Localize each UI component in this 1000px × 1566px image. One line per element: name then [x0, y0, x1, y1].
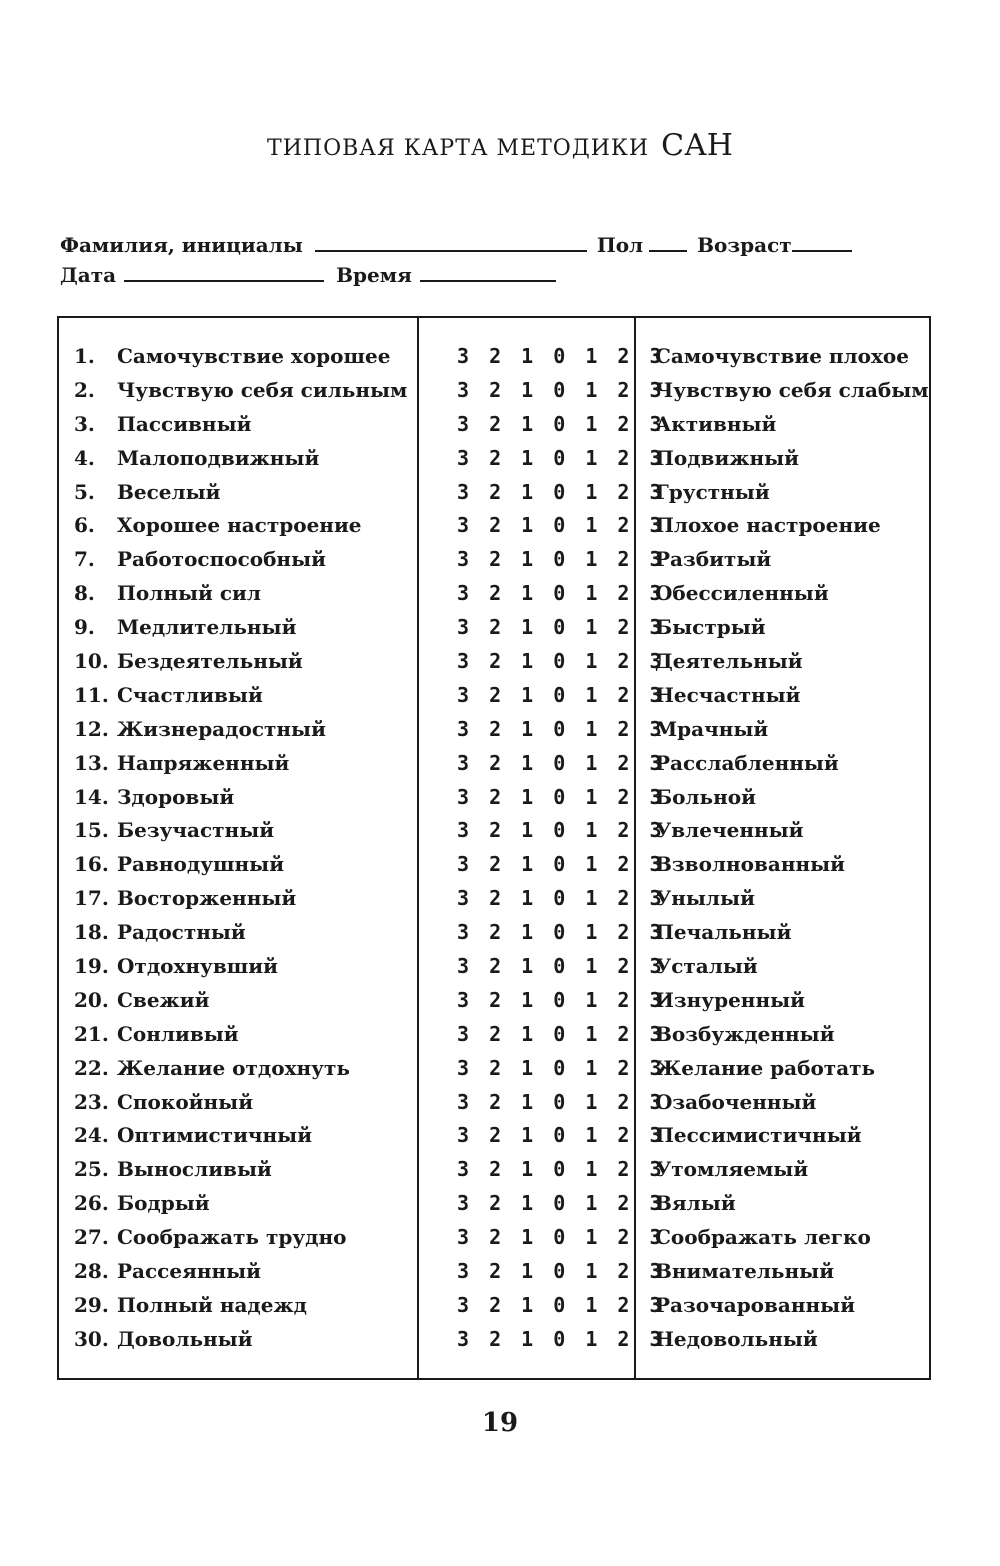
row-number: 2.	[74, 377, 95, 402]
form-fields-row-2	[60, 262, 562, 287]
row-number: 11.	[74, 682, 109, 707]
table-row	[59, 1153, 929, 1187]
rating-scale[interactable]: 3 2 1 0 1 2 3	[457, 1326, 666, 1351]
row-number: 1.	[74, 344, 95, 368]
right-adjective: Плохое настроение	[655, 513, 881, 538]
rating-scale[interactable]: 3 2 1 0 1 2 3	[457, 1157, 666, 1182]
rating-scale[interactable]: 3 2 1 0 1 2 3	[457, 615, 666, 640]
left-adjective: Безучастный	[117, 818, 275, 843]
right-adjective: Мрачный	[655, 716, 769, 741]
left-adjective: Желание отдохнуть	[117, 1055, 350, 1080]
row-number: 20.	[74, 987, 109, 1012]
age-field[interactable]	[792, 232, 852, 252]
left-adjective: Бодрый	[117, 1191, 210, 1216]
left-adjective: Свежий	[117, 987, 210, 1012]
table-row	[59, 1086, 929, 1120]
table-row	[59, 984, 929, 1018]
table-row	[59, 1119, 929, 1153]
right-adjective: Недовольный	[655, 1326, 818, 1351]
right-adjective: Усталый	[655, 954, 758, 979]
left-adjective: Выносливый	[117, 1157, 272, 1182]
left-adjective: Сонливый	[117, 1021, 239, 1046]
right-adjective: Обессиленный	[655, 581, 829, 606]
rating-scale[interactable]: 3 2 1 0 1 2 3	[457, 818, 666, 843]
left-adjective: Чувствую себя сильным	[117, 377, 408, 402]
right-adjective: Грустный	[655, 479, 770, 504]
row-number: 29.	[74, 1292, 109, 1317]
table-row	[59, 543, 929, 577]
rating-scale[interactable]: 3 2 1 0 1 2 3	[457, 479, 666, 504]
table-row	[59, 1221, 929, 1255]
row-number: 12.	[74, 716, 109, 741]
table-row	[59, 1255, 929, 1289]
rating-scale[interactable]: 3 2 1 0 1 2 3	[457, 784, 666, 809]
form-fields-row-1	[60, 232, 858, 257]
row-number: 5.	[74, 479, 95, 504]
row-number: 22.	[74, 1055, 109, 1080]
row-number: 16.	[74, 852, 109, 877]
row-number: 26.	[74, 1191, 109, 1216]
left-adjective: Отдохнувший	[117, 954, 278, 979]
right-adjective: Печальный	[655, 920, 792, 945]
table-row	[59, 814, 929, 848]
time-field[interactable]	[420, 262, 556, 282]
rating-scale[interactable]: 3 2 1 0 1 2 3	[457, 547, 666, 572]
left-adjective: Пассивный	[117, 411, 252, 436]
left-adjective: Спокойный	[117, 1089, 254, 1114]
table-row	[59, 916, 929, 950]
table-row	[59, 476, 929, 510]
left-adjective: Счастливый	[117, 682, 263, 707]
table-row	[59, 408, 929, 442]
table-row	[59, 882, 929, 916]
rating-scale[interactable]: 3 2 1 0 1 2 3	[457, 1123, 666, 1148]
row-number: 6.	[74, 513, 95, 538]
row-number: 4.	[74, 445, 95, 470]
table-row	[59, 1018, 929, 1052]
right-adjective: Больной	[655, 784, 756, 809]
left-adjective: Бездеятельный	[117, 649, 303, 674]
rating-scale[interactable]: 3 2 1 0 1 2 3	[457, 886, 666, 911]
date-field[interactable]	[124, 262, 324, 282]
table-row	[59, 1187, 929, 1221]
row-number: 25.	[74, 1157, 109, 1182]
row-number: 8.	[74, 581, 95, 606]
rating-scale[interactable]: 3 2 1 0 1 2 3	[457, 987, 666, 1012]
row-number: 19.	[74, 954, 109, 979]
right-adjective: Озабоченный	[655, 1089, 817, 1114]
date-label: Дата	[60, 263, 117, 287]
left-adjective: Полный сил	[117, 581, 261, 606]
row-number: 24.	[74, 1123, 109, 1148]
right-adjective: Разочарованный	[655, 1292, 856, 1317]
right-adjective: Возбужденный	[655, 1021, 835, 1046]
right-adjective: Несчастный	[655, 682, 801, 707]
row-number: 18.	[74, 920, 109, 945]
row-number: 9.	[74, 615, 95, 640]
row-number: 7.	[74, 547, 95, 572]
name-field[interactable]	[315, 232, 587, 252]
rating-scale[interactable]: 3 2 1 0 1 2 3	[457, 377, 666, 402]
page-number: 19	[481, 1408, 519, 1438]
left-adjective: Медлительный	[117, 615, 297, 640]
row-number: 30.	[74, 1326, 109, 1351]
row-number: 3.	[74, 411, 95, 436]
age-label: Возраст	[697, 233, 792, 257]
right-adjective: Активный	[655, 411, 777, 436]
row-number: 15.	[74, 818, 109, 843]
right-adjective: Утомляемый	[655, 1157, 809, 1182]
left-adjective: Напряженный	[117, 750, 290, 775]
name-label: Фамилия, инициалы	[60, 233, 303, 257]
sex-field[interactable]	[649, 232, 687, 252]
left-adjective: Работоспособный	[117, 547, 326, 572]
row-number: 14.	[74, 784, 109, 809]
left-adjective: Малоподвижный	[117, 445, 320, 470]
row-number: 21.	[74, 1021, 109, 1046]
table-row	[59, 509, 929, 543]
left-adjective: Рассеянный	[117, 1259, 262, 1284]
left-adjective: Радостный	[117, 920, 246, 945]
left-adjective: Веселый	[117, 479, 221, 504]
time-label: Время	[336, 263, 412, 287]
rating-scale[interactable]: 3 2 1 0 1 2 3	[457, 1089, 666, 1114]
table-row	[59, 1289, 929, 1323]
table-row	[59, 679, 929, 713]
rating-scale[interactable]: 3 2 1 0 1 2 3	[457, 581, 666, 606]
rating-scale[interactable]: 3 2 1 0 1 2 3	[457, 750, 666, 775]
left-adjective: Восторженный	[117, 886, 297, 911]
row-number: 10.	[74, 649, 109, 674]
rating-scale[interactable]: 3 2 1 0 1 2 3	[457, 954, 666, 979]
rating-scale[interactable]: 3 2 1 0 1 2 3	[457, 716, 666, 741]
table-row	[59, 781, 929, 815]
right-adjective: Соображать легко	[655, 1225, 871, 1250]
left-adjective: Жизнерадостный	[117, 716, 326, 741]
table-row	[59, 645, 929, 679]
table-row	[59, 577, 929, 611]
right-adjective: Внимательный	[655, 1259, 835, 1284]
table-row	[59, 713, 929, 747]
rating-scale[interactable]: 3 2 1 0 1 2 3	[457, 411, 666, 436]
table-row	[59, 1323, 929, 1357]
rating-scale[interactable]: 3 2 1 0 1 2 3	[457, 1225, 666, 1250]
page-title	[0, 128, 1000, 163]
rating-scale[interactable]: 3 2 1 0 1 2 3	[457, 445, 666, 470]
row-number: 28.	[74, 1259, 109, 1284]
row-number: 23.	[74, 1089, 109, 1114]
right-adjective: Деятельный	[655, 649, 803, 674]
rating-scale[interactable]: 3 2 1 0 1 2 3	[457, 920, 666, 945]
right-adjective: Взволнованный	[655, 852, 845, 877]
right-adjective: Самочувствие плохое	[655, 344, 909, 368]
rating-scale[interactable]: 3 2 1 0 1 2 3	[457, 682, 666, 707]
table-row	[59, 442, 929, 476]
rating-scale[interactable]: 3 2 1 0 1 2 3	[457, 1292, 666, 1317]
title-abbr: САН	[661, 128, 733, 163]
rating-scale[interactable]: 3 2 1 0 1 2 3	[457, 1259, 666, 1284]
right-adjective: Пессимистичный	[655, 1123, 862, 1148]
san-table	[57, 316, 931, 1380]
row-number: 27.	[74, 1225, 109, 1250]
right-adjective: Расслабленный	[655, 750, 839, 775]
table-row	[59, 1052, 929, 1086]
table-row	[59, 611, 929, 645]
left-adjective: Оптимистичный	[117, 1123, 313, 1148]
rating-scale[interactable]: 3 2 1 0 1 2 3	[457, 852, 666, 877]
rating-scale[interactable]: 3 2 1 0 1 2 3	[457, 1055, 666, 1080]
left-adjective: Самочувствие хорошее	[117, 344, 391, 368]
sex-label: Пол	[596, 233, 644, 257]
row-number: 17.	[74, 886, 109, 911]
left-adjective: Соображать трудно	[117, 1225, 347, 1250]
right-adjective: Вялый	[655, 1191, 736, 1216]
table-row	[59, 340, 929, 374]
right-adjective: Увлеченный	[655, 818, 804, 843]
right-adjective: Желание работать	[655, 1055, 876, 1080]
left-adjective: Хорошее настроение	[117, 513, 362, 538]
left-adjective: Полный надежд	[117, 1292, 307, 1317]
table-row	[59, 848, 929, 882]
table-rows	[59, 340, 929, 1357]
row-number: 13.	[74, 750, 109, 775]
rating-scale[interactable]: 3 2 1 0 1 2 3	[457, 344, 666, 368]
right-adjective: Подвижный	[655, 445, 800, 470]
left-adjective: Здоровый	[117, 784, 235, 809]
table-row	[59, 374, 929, 408]
table-row	[59, 747, 929, 781]
rating-scale[interactable]: 3 2 1 0 1 2 3	[457, 1021, 666, 1046]
table-row	[59, 950, 929, 984]
right-adjective: Унылый	[655, 886, 755, 911]
rating-scale[interactable]: 3 2 1 0 1 2 3	[457, 513, 666, 538]
title-prefix: ТИПОВАЯ КАРТА МЕТОДИКИ	[267, 136, 650, 161]
rating-scale[interactable]: 3 2 1 0 1 2 3	[457, 1191, 666, 1216]
rating-scale[interactable]: 3 2 1 0 1 2 3	[457, 649, 666, 674]
right-adjective: Чувствую себя слабым	[655, 377, 929, 402]
right-adjective: Быстрый	[655, 615, 766, 640]
right-adjective: Разбитый	[655, 547, 772, 572]
left-adjective: Довольный	[117, 1326, 253, 1351]
right-adjective: Изнуренный	[655, 987, 805, 1012]
left-adjective: Равнодушный	[117, 852, 285, 877]
